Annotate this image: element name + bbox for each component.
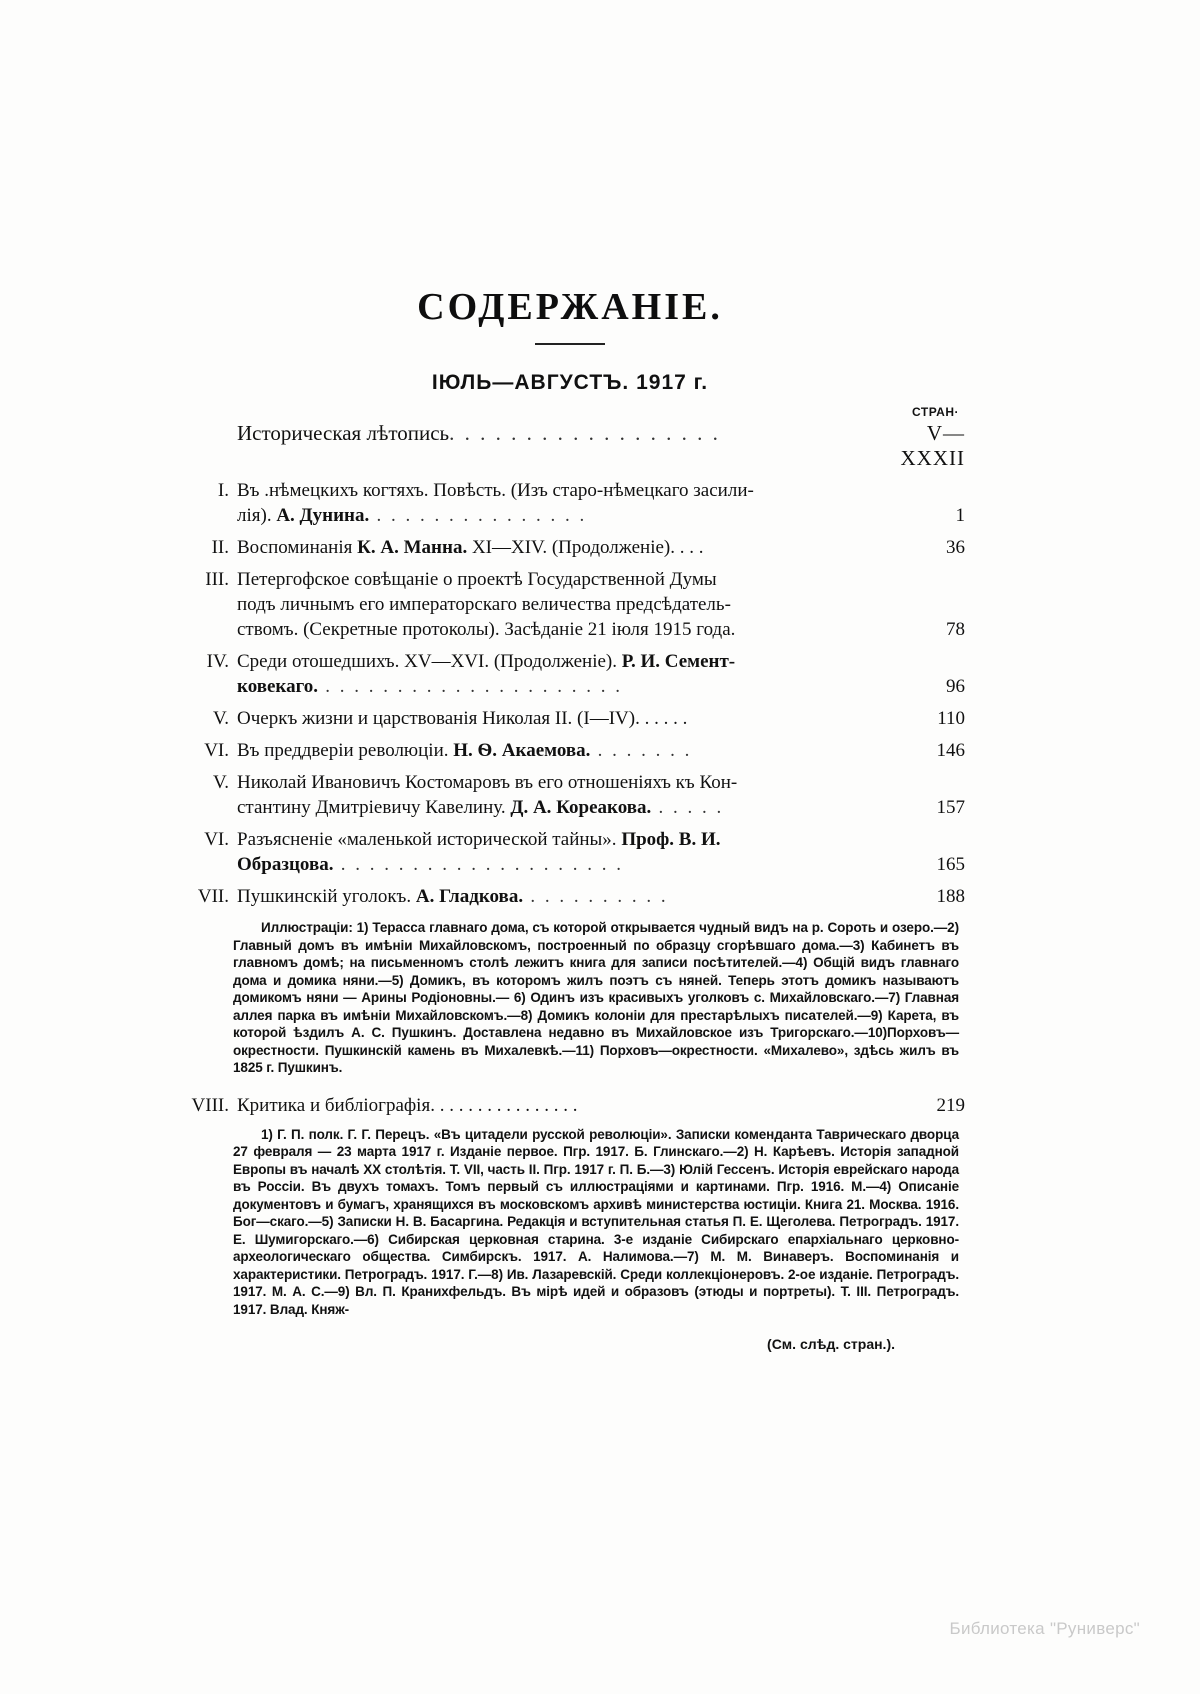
toc-entry-page: 165 — [936, 854, 965, 875]
toc-entry-title — [237, 738, 895, 763]
leader-dots: . . . . . . . . . . . . . . . — [369, 505, 587, 526]
illustrations-note-text: Иллюстраціи: 1) Терасса главнаго дома, съ которой открывается чудный видъ на р. Сороть и озеро.—2) Главный домъ въ имѣніи Михайловскомъ, построенный по образцу сгорѣвшаго дома.—3) Кабинетъ въ главномъ домѣ; на письменномъ столѣ лежитъ книга для записи посѣтителей.—4) Общій видъ главнаго дома и домика няни.—5) Домикъ, въ которомъ жилъ поэтъ съ няней. Теперь этотъ домикъ называютъ домикомъ няни — Арины Родіоновны.— 6) Одинъ изъ красивыхъ уголковъ с. Михайловскаго.—7) Главная аллея парка въ имѣніи Михайловскомъ.—8) Домикъ колоніи для престарѣлыхъ писателей.—9) Карета, въ которой ѣздилъ А. С. Пушкинъ. Доставлена недавно въ Михайловское изъ Тригорскаго.—10)Порховъ—окрестности. Пушкинскій камень въ Михалевкѣ.—11) Порховъ—окрестности. «Михалево», здѣсь жилъ въ 1825 г. Пушкинъ. — [233, 920, 959, 1075]
toc-entry-title — [237, 478, 895, 528]
toc-entry-line-2: подъ личнымъ его императорскаго величества предсѣдатель- — [237, 594, 731, 615]
see-next-page-note: (См. слѣд. стран.). — [767, 1336, 895, 1352]
toc-entry-title — [237, 649, 895, 699]
toc-entry-author: К. А. Манна. — [357, 537, 468, 558]
issue-subtitle: ІЮЛЬ—АВГУСТЪ. 1917 г. — [431, 371, 709, 394]
toc-entry-3 — [175, 567, 965, 642]
toc-entry-number: III. — [205, 569, 229, 590]
leader-dots: . . . . . . . . . . . . . . . . . . . . . — [317, 676, 623, 697]
toc-entry-page: 96 — [946, 676, 965, 697]
illustrations-note — [175, 919, 965, 1077]
toc-entry-title — [237, 770, 895, 820]
toc-entry-6 — [175, 738, 965, 763]
toc-entry-number: VII. — [197, 886, 229, 907]
toc-entry-page: V—XXXII — [900, 421, 965, 470]
toc-entry-author: Д. А. Кореакова. — [510, 797, 652, 818]
bibliography-note — [175, 1126, 965, 1319]
toc-entry-text: Пушкинскій уголокъ. — [237, 886, 416, 907]
toc-entry-title — [237, 421, 895, 446]
toc-entry-number: V. — [212, 708, 229, 729]
toc-entry-author: А. Гладкова. — [415, 886, 524, 907]
toc-entry-7 — [175, 770, 965, 820]
page-title: СОДЕРЖАНІЕ. — [417, 286, 723, 328]
toc-entry-author: Проф. В. И. — [621, 829, 721, 850]
toc-entry-page: 110 — [937, 708, 965, 729]
title-divider — [535, 343, 605, 345]
toc-entry-title: Очеркъ жизни и царствованія Николая II. (I—IV). . . . . . — [237, 708, 688, 729]
toc-entry-number: V. — [212, 772, 229, 793]
toc-entry-line-2: лія). — [237, 505, 277, 526]
toc-entry-page: 146 — [936, 740, 965, 761]
toc-entry-chronicle — [175, 421, 965, 471]
toc-entry-text: Разъясненіе «маленькой исторической тайны». — [237, 829, 622, 850]
toc-entry-number: I. — [217, 480, 229, 501]
page-column-header: СТРАН· — [912, 405, 959, 419]
toc-entry-author-cont: ковекаго. — [237, 676, 318, 697]
toc-entry-number: IV. — [206, 651, 229, 672]
toc-entry-title — [237, 567, 895, 642]
toc-entry-line-1: Николай Ивановичъ Костомаровъ въ его отношеніяхъ къ Кон- — [237, 772, 738, 793]
toc-entry-author: А. Дунина. — [276, 505, 370, 526]
toc-entry-title — [237, 535, 895, 560]
toc-entry-text: Воспоминанія — [237, 537, 358, 558]
toc-entry-title — [237, 884, 895, 909]
toc-content — [175, 285, 965, 1352]
toc-entry-line-3: ствомъ. (Секретные протоколы). Засѣданіе 21 іюля 1915 года. — [237, 619, 736, 640]
toc-entry-author: Н. Ѳ. Акаемова. — [453, 740, 591, 761]
toc-entry-number: II. — [211, 537, 229, 558]
toc-entry-9 — [175, 884, 965, 909]
toc-entry-text: Среди отошедшихъ. XV—XVI. (Продолженіе). — [237, 651, 622, 672]
library-watermark: Библиотека "Руниверс" — [949, 1619, 1140, 1638]
toc-entry-page: 157 — [936, 797, 965, 818]
toc-entry-number: VI. — [204, 829, 229, 850]
toc-entry-page: 1 — [955, 505, 965, 526]
toc-entry-4 — [175, 649, 965, 699]
toc-entry-title — [237, 827, 895, 877]
toc-entry-text-tail: XI—XIV. (Продолженіе). . . . — [467, 537, 704, 558]
toc-entry-number: VI. — [204, 740, 229, 761]
toc-entry-1 — [175, 478, 965, 528]
toc-entry-number: VIII. — [191, 1094, 229, 1116]
toc-entry-author: Р. И. Семент- — [621, 651, 736, 672]
leader-dots: . . . . . . . . . . . . . . . . . . . . — [333, 854, 624, 875]
toc-entry-page: 219 — [936, 1094, 965, 1116]
leader-dots: . . . . . . . . . . — [523, 886, 669, 907]
toc-entry-page: 78 — [946, 619, 965, 640]
leader-dots: . . . . . . . . . . . . . . . . . . — [449, 421, 721, 445]
toc-entry-page: 188 — [936, 886, 965, 907]
toc-entry-text: Въ преддверіи революціи. — [237, 740, 454, 761]
toc-entry-text: Историческая лѣтопись — [237, 421, 450, 445]
toc-entry-10 — [175, 1093, 965, 1118]
table-of-contents — [175, 421, 965, 1352]
toc-entry-line-1: Въ .нѣмецкихъ когтяхъ. Повѣсть. (Изъ старо-нѣмецкаго засили- — [237, 480, 754, 501]
toc-entry-2 — [175, 535, 965, 560]
bibliography-note-text: 1) Г. П. полк. Г. Г. Перецъ. «Въ цитадели русской революціи». Записки комендантa Таврическаго дворца 27 февраля — 23 марта 1917 г. Изданіе первое. Пгр. 1917. Б. Глинскаго.—2) Н. Карѣевъ. Исторія западной Европы въ началѣ XX столѣтія. Т. VII, часть II. Пгр. 1917 г. П. Б.—3) Юлій Гессенъ. Исторія еврейскаго народа въ Россіи. Въ двухъ томахъ. Томъ первый съ иллюстраціями и картинами. Пгр. 1916. М.—4) Описаніе документовъ и бумагъ, хранящихся въ московскомъ архивѣ министерства юстиціи. Книга 21. Москва. 1916. Бог—скаго.—5) Записки Н. В. Басаргина. Редакція и вступительная статья П. Е. Щеголева. Петроградъ. 1917. Е. Шумигорскаго.—6) Сибирская церковная старина. 3-е изданіе Сибирскаго епархіальнаго церковно-археологическаго общества. Симбирскъ. 1917. А. Налимова.—7) М. М. Винаверъ. Воспоминанія и характеристики. Петроградъ. 1917. Г.—8) Ив. Лазаревскій. Среди коллекціонеровъ. 2-ое изданіе. Петроградъ. 1917. М. А. С.—9) Вл. П. Кранихфельдъ. Въ мірѣ идей и образовъ (этюды и портреты). Т. III. Петроградъ. 1917. Влад. Княж- — [233, 1126, 959, 1317]
leader-dots: . . . . . — [651, 797, 724, 818]
toc-entry-page: 36 — [946, 537, 965, 558]
leader-dots: . . . . . . . — [590, 740, 692, 761]
toc-entry-title: Критика и библіографія. . . . . . . . . . . . . . . . — [237, 1094, 578, 1116]
toc-entry-line-2: стантину Дмитріевичу Кавелину. — [237, 797, 511, 818]
toc-entry-author-cont: Образцова. — [237, 854, 334, 875]
toc-entry-line-1: Петергофское совѣщаніе о проектѣ Государственной Думы — [237, 569, 717, 590]
toc-entry-8 — [175, 827, 965, 877]
toc-entry-5 — [175, 706, 965, 731]
